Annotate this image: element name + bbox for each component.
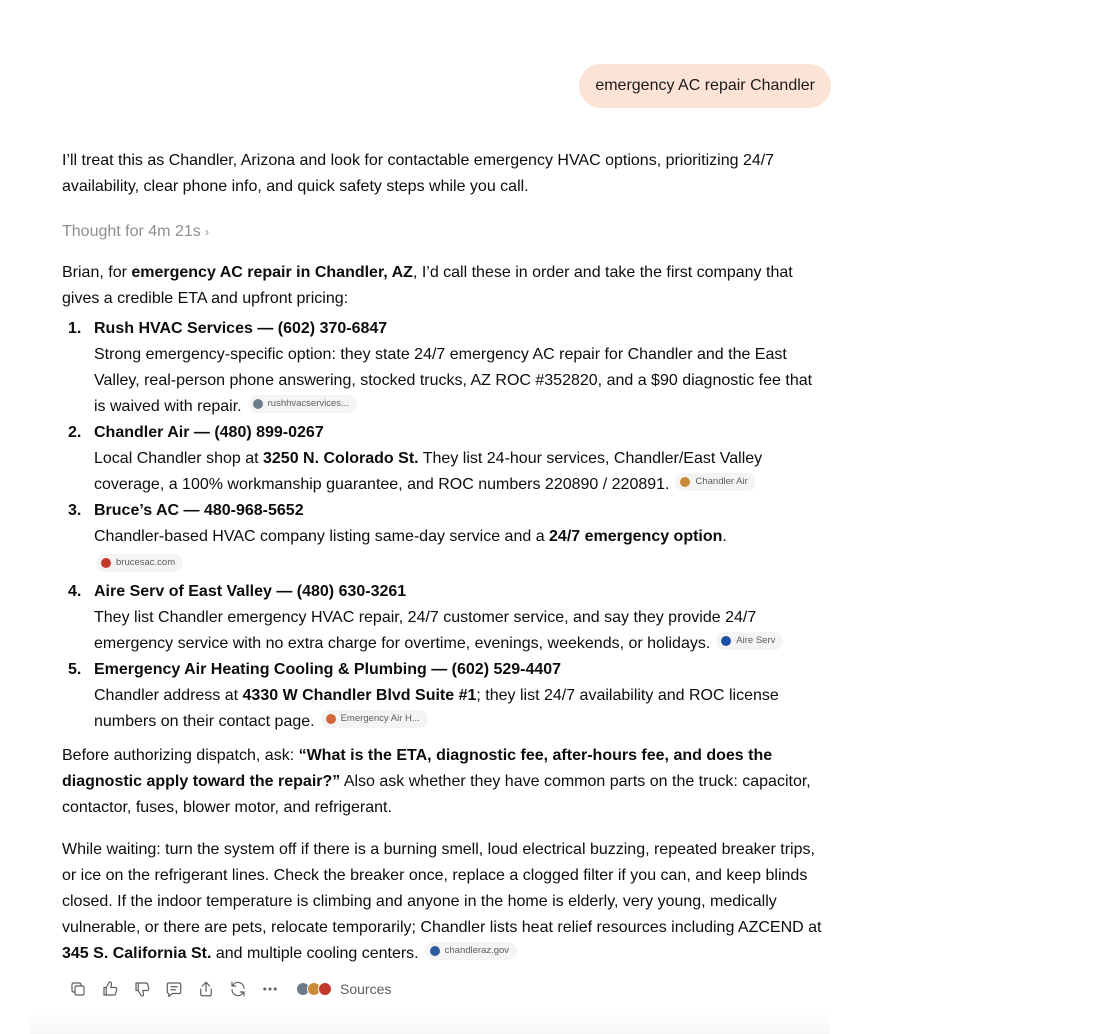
source-chip-label: chandleraz.gov xyxy=(444,945,510,956)
result-description xyxy=(94,683,828,735)
result-number: 4. xyxy=(68,583,82,600)
copy-icon[interactable] xyxy=(62,976,94,1002)
chevron-right-icon: › xyxy=(204,224,210,239)
assistant-response xyxy=(62,148,828,967)
waiting-address: 345 S. California St. xyxy=(62,945,212,962)
composer-top-edge xyxy=(30,1010,830,1034)
favicon-icon xyxy=(680,477,690,487)
lead-bold: emergency AC repair in Chandler, AZ xyxy=(131,264,413,281)
thumbs-down-icon[interactable] xyxy=(126,976,158,1002)
dispatch-text-1: Before authorizing dispatch, ask: xyxy=(62,747,299,764)
result-number: 5. xyxy=(68,661,82,678)
dispatch-text-2: Also ask whether they have common parts on the truck: capacitor, contactor, fuses, blower motor, and refrigerant. xyxy=(62,773,811,816)
result-description xyxy=(94,446,828,498)
waiting-paragraph xyxy=(62,837,828,967)
result-item xyxy=(62,579,828,657)
result-description xyxy=(94,605,828,657)
source-favicons xyxy=(296,982,332,996)
favicon-icon xyxy=(318,982,332,996)
dispatch-paragraph xyxy=(62,743,828,821)
result-text: They list Chandler emergency HVAC repair, 24/7 customer service, and say they provide 24/7 emergency service with no extra charge for overtime, evenings, weekends, or holidays. xyxy=(94,609,757,652)
results-list xyxy=(62,316,828,735)
result-text: Chandler-based HVAC company listing same-day service and a xyxy=(94,528,550,545)
source-chip[interactable] xyxy=(675,473,755,491)
result-number: 3. xyxy=(68,502,82,519)
lead-text-2: , I’d call these in order and take the first company that gives a credible ETA and upfront pricing: xyxy=(62,264,793,307)
source-chip-label: Aire Serv xyxy=(736,635,776,646)
result-item xyxy=(62,498,828,579)
sources-label: Sources xyxy=(340,981,392,997)
lead-paragraph xyxy=(62,260,828,312)
thought-toggle[interactable] xyxy=(62,219,209,245)
result-text: Chandler address at xyxy=(94,687,243,704)
thought-label: Thought for 4m 21s xyxy=(62,223,201,240)
lead-text-1: Brian, for xyxy=(62,264,132,281)
source-chip[interactable] xyxy=(248,395,357,413)
result-item xyxy=(62,316,828,420)
result-text: Strong emergency-specific option: they state 24/7 emergency AC repair for Chandler and the East Valley, real-person phone answering, stocked trucks, AZ ROC #352820, and a $90 diagnostic fee that is waived with repair. xyxy=(94,346,813,415)
result-bold-text: 4330 W Chandler Blvd Suite #1 xyxy=(242,687,477,704)
result-description xyxy=(94,524,828,550)
user-message-text: emergency AC repair Chandler xyxy=(595,77,815,94)
thumbs-up-icon[interactable] xyxy=(94,976,126,1002)
result-title: Aire Serv of East Valley — (480) 630-3261 xyxy=(94,583,407,600)
result-text: They list 24-hour services, Chandler/East Valley coverage, a 100% workmanship guarantee, and ROC numbers 220890 / 220891. xyxy=(94,450,763,493)
source-chip[interactable] xyxy=(716,632,783,650)
result-item xyxy=(62,657,828,735)
waiting-text-1: While waiting: turn the system off if there is a burning smell, loud electrical buzzing, repeated breaker trips, or ice on the refrigerant lines. Check the breaker once, replace a clogged filter if you can, and keep blinds closed. If the indoor temperature is climbing and anyone in the home is elderly, very young, medically vulnerable, or there are pets, relocate temporarily; Chandler lists heat relief resources including AZCEND at xyxy=(62,841,822,936)
result-title: Rush HVAC Services — (602) 370-6847 xyxy=(94,320,388,337)
source-chip-label: Chandler Air xyxy=(695,476,748,487)
regenerate-icon[interactable] xyxy=(222,976,254,1002)
source-chip-row xyxy=(94,550,828,579)
source-chip-label: Emergency Air H... xyxy=(340,713,420,724)
result-bold-text: 3250 N. Colorado St. xyxy=(263,450,419,467)
favicon-icon xyxy=(253,399,263,409)
result-item xyxy=(62,420,828,498)
intro-text: I’ll treat this as Chandler, Arizona and look for contactable emergency HVAC options, prioritizing 24/7 availability, clear phone info, and quick safety steps while you call. xyxy=(62,152,775,195)
result-title: Emergency Air Heating Cooling & Plumbing — (602) 529-4407 xyxy=(94,661,562,678)
sources-button[interactable] xyxy=(296,981,391,997)
favicon-icon xyxy=(430,946,440,956)
share-icon[interactable] xyxy=(190,976,222,1002)
dispatch-question: “What is the ETA, diagnostic fee, after-hours fee, and does the diagnostic apply toward the repair?” xyxy=(62,747,773,790)
result-number: 1. xyxy=(68,320,82,337)
result-number: 2. xyxy=(68,424,82,441)
favicon-icon xyxy=(326,714,336,724)
comment-icon[interactable] xyxy=(158,976,190,1002)
result-description xyxy=(94,342,828,420)
source-chip[interactable] xyxy=(425,942,517,960)
source-chip[interactable] xyxy=(321,710,428,728)
result-bold-text: 24/7 emergency option xyxy=(549,528,723,545)
result-text: ; they list 24/7 availability and ROC license numbers on their contact page. xyxy=(94,687,779,730)
result-text: . xyxy=(722,528,727,545)
source-chip-label: rushhvacservices... xyxy=(267,398,349,409)
result-text: Local Chandler shop at xyxy=(94,450,263,467)
result-title: Chandler Air — (480) 899-0267 xyxy=(94,424,324,441)
source-chip-label: brucesac.com xyxy=(116,557,176,568)
user-message-bubble xyxy=(579,64,831,108)
waiting-text-2: and multiple cooling centers. xyxy=(211,945,419,962)
result-title: Bruce’s AC — 480-968-5652 xyxy=(94,502,304,519)
favicon-icon xyxy=(721,636,731,646)
favicon-icon xyxy=(101,558,111,568)
source-chip[interactable] xyxy=(96,554,183,572)
more-icon[interactable] xyxy=(254,976,286,1002)
message-actions xyxy=(62,976,391,1002)
